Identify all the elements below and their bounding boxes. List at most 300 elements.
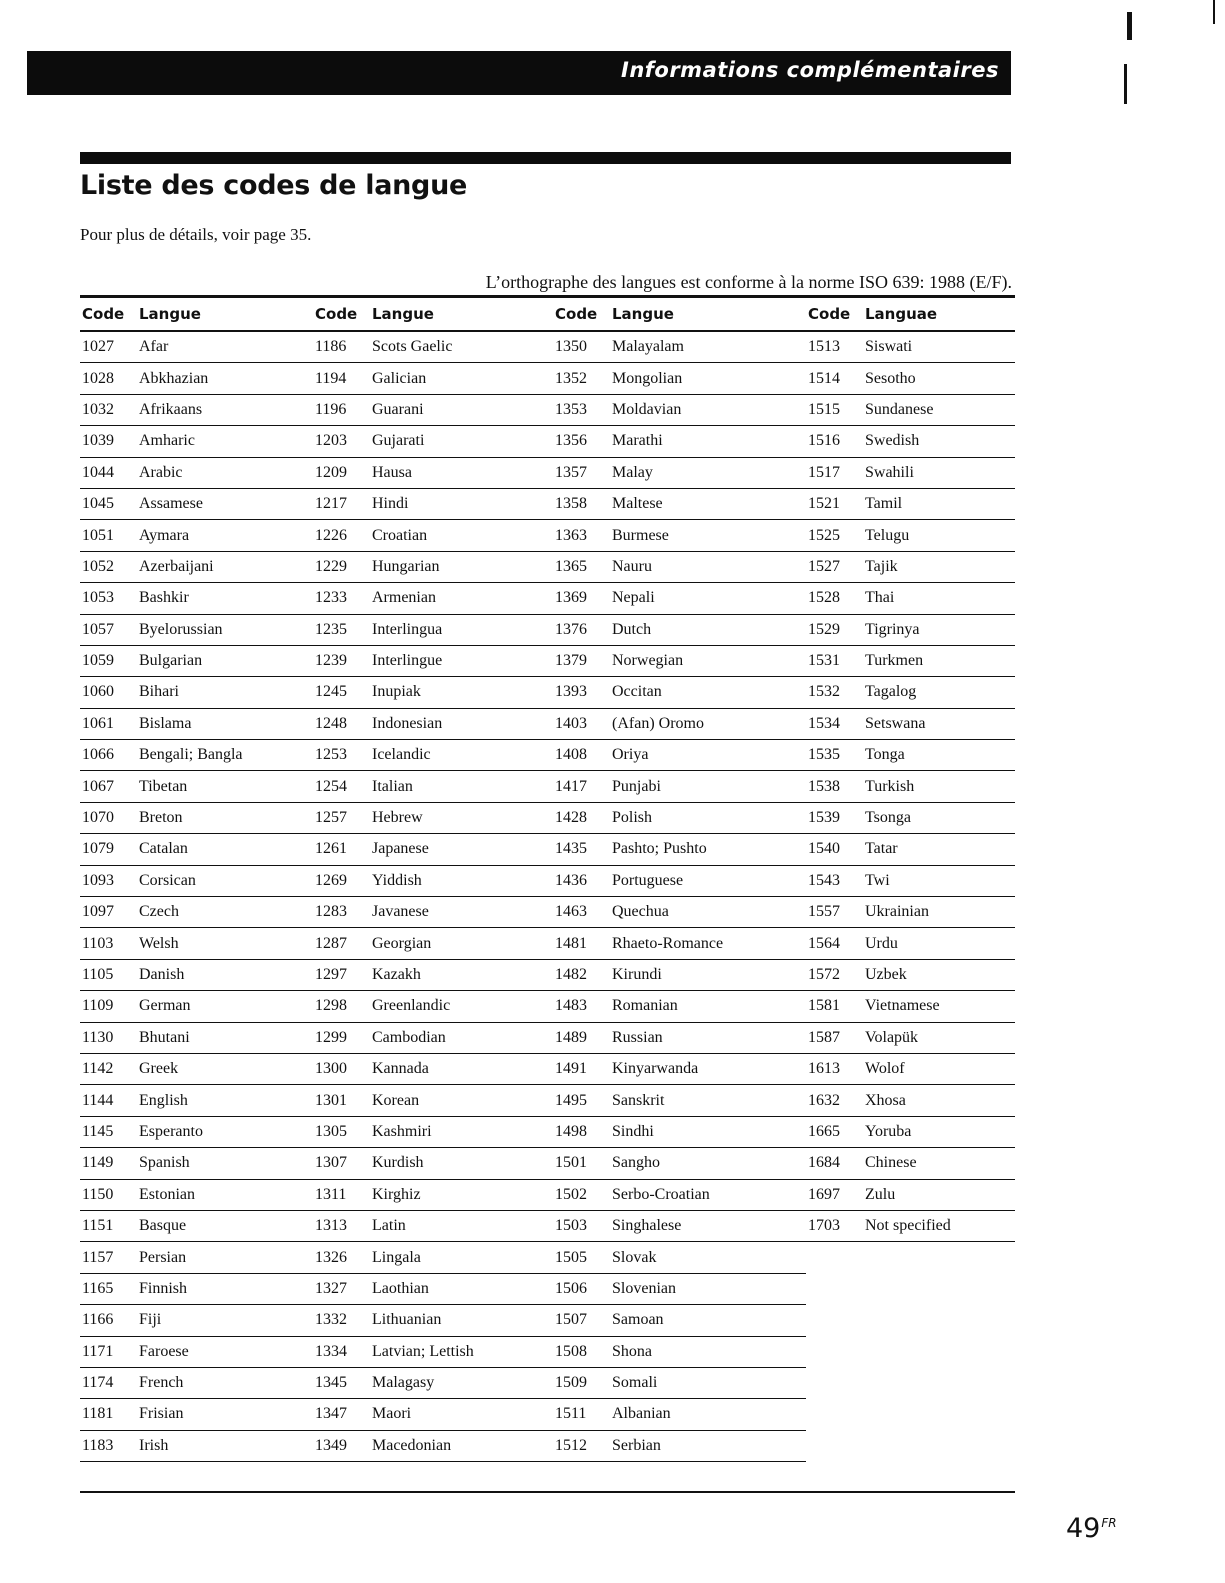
- language-code: 1254: [315, 777, 347, 795]
- table-row: [80, 1148, 313, 1179]
- table-row: [313, 1431, 553, 1462]
- language-code: 1352: [555, 369, 587, 387]
- language-code: 1045: [82, 495, 114, 513]
- table-row: [313, 615, 553, 646]
- page-number-suffix: FR: [1101, 1516, 1117, 1530]
- language-code: 1183: [82, 1436, 114, 1454]
- language-code: 1301: [315, 1091, 347, 1109]
- scan-mark: [1124, 64, 1127, 104]
- language-code: 1257: [315, 809, 347, 827]
- language-name: Bhutani: [139, 1028, 190, 1046]
- language-code: 1529: [808, 620, 840, 638]
- language-table-column: [80, 298, 313, 1462]
- table-row: [313, 458, 553, 489]
- table-row: [806, 1085, 1015, 1116]
- table-row: [80, 1211, 313, 1242]
- table-row: [313, 426, 553, 457]
- code-header: Code: [808, 305, 851, 323]
- language-code: 1516: [808, 432, 840, 450]
- language-code: 1376: [555, 620, 587, 638]
- table-row: [80, 677, 313, 708]
- language-name: Corsican: [139, 871, 196, 889]
- language-code: 1039: [82, 432, 114, 450]
- column-header: [80, 298, 313, 332]
- language-code: 1483: [555, 997, 587, 1015]
- table-row: [806, 1211, 1015, 1242]
- language-name: Kannada: [372, 1060, 429, 1078]
- language-name: Tamil: [865, 495, 903, 513]
- language-name: Bislama: [139, 714, 192, 732]
- table-row: [553, 960, 806, 991]
- language-code: 1436: [555, 871, 587, 889]
- language-code: 1245: [315, 683, 347, 701]
- language-name: Kirundi: [612, 966, 662, 983]
- language-name: Dutch: [612, 620, 652, 638]
- table-row: [313, 552, 553, 583]
- table-row: [553, 520, 806, 551]
- language-name: Gujarati: [372, 432, 425, 450]
- language-name: (Afan) Oromo: [612, 714, 704, 732]
- language-name: Setswana: [865, 714, 926, 732]
- language-code: 1417: [555, 777, 587, 795]
- table-row: [313, 583, 553, 614]
- language-code: 1528: [808, 589, 840, 607]
- table-row: [806, 1117, 1015, 1148]
- language-name: Nepali: [612, 589, 655, 607]
- language-code: 1503: [555, 1217, 587, 1235]
- language-code: 1239: [315, 652, 347, 670]
- language-code: 1283: [315, 903, 347, 921]
- language-code: 1066: [82, 746, 114, 764]
- language-name: Norwegian: [612, 652, 684, 670]
- language-name: Kinyarwanda: [612, 1060, 699, 1078]
- language-name: Sundanese: [865, 400, 934, 418]
- language-name: Lithuanian: [372, 1311, 442, 1329]
- language-code: 1097: [82, 903, 114, 921]
- language-name: Sanskrit: [612, 1091, 665, 1109]
- language-code: 1363: [555, 526, 587, 544]
- language-code: 1347: [315, 1405, 347, 1423]
- language-name: Esperanto: [139, 1122, 203, 1140]
- language-name: Nauru: [612, 557, 652, 575]
- language-code: 1181: [82, 1405, 114, 1423]
- language-name: Bulgarian: [139, 652, 203, 670]
- table-bottom-rule: [80, 1491, 1015, 1493]
- language-name: Xhosa: [865, 1091, 906, 1109]
- language-code: 1393: [555, 683, 587, 701]
- table-row: [806, 583, 1015, 614]
- language-code: 1502: [555, 1185, 587, 1203]
- language-code: 1557: [808, 903, 840, 921]
- language-name: Aymara: [139, 526, 190, 544]
- language-name: Hungarian: [372, 557, 440, 575]
- table-row: [80, 646, 313, 677]
- language-name: Hindi: [372, 495, 409, 513]
- section-header-label: Informations complémentaires: [621, 58, 999, 82]
- table-row: [313, 489, 553, 520]
- language-name: French: [139, 1374, 184, 1392]
- language-code: 1532: [808, 683, 840, 701]
- language-name: Tatar: [865, 840, 898, 858]
- table-row: [80, 834, 313, 865]
- language-name: Afrikaans: [139, 400, 203, 418]
- language-header: Langue: [139, 305, 201, 323]
- table-row: [806, 991, 1015, 1022]
- table-row: [313, 646, 553, 677]
- language-name: Greek: [139, 1060, 179, 1078]
- column-header: [313, 298, 553, 332]
- table-row: [553, 740, 806, 771]
- language-code: 1130: [82, 1028, 114, 1046]
- language-name: Afar: [139, 338, 169, 356]
- table-row: [313, 1117, 553, 1148]
- table-row: [553, 1117, 806, 1148]
- table-row: [806, 646, 1015, 677]
- language-name: Abkhazian: [139, 369, 209, 387]
- language-name: Hebrew: [372, 809, 423, 827]
- language-code: 1209: [315, 463, 347, 481]
- table-row: [313, 991, 553, 1022]
- table-row: [80, 991, 313, 1022]
- table-row: [80, 1085, 313, 1116]
- language-name: Vietnamese: [865, 997, 940, 1015]
- language-code: 1174: [82, 1374, 114, 1392]
- table-row: [806, 740, 1015, 771]
- language-name: Byelorussian: [139, 620, 223, 638]
- language-code: 1534: [808, 714, 840, 732]
- language-name: Quechua: [612, 903, 669, 921]
- table-row: [80, 1023, 313, 1054]
- language-name: Croatian: [372, 526, 428, 544]
- table-row: [80, 1274, 313, 1305]
- language-name: Yiddish: [372, 871, 422, 889]
- language-code: 1481: [555, 934, 587, 952]
- language-name: Greenlandic: [372, 997, 451, 1015]
- table-row: [806, 1148, 1015, 1179]
- table-row: [313, 1305, 553, 1336]
- language-name: Tagalog: [865, 683, 917, 701]
- table-row: [806, 615, 1015, 646]
- language-code: 1149: [82, 1154, 114, 1172]
- table-row: [553, 426, 806, 457]
- language-header: Langue: [612, 305, 674, 323]
- language-name: German: [139, 997, 191, 1015]
- language-code: 1498: [555, 1122, 587, 1140]
- iso-note: L’orthographe des langues est conforme à la norme ISO 639: 1988 (E/F).: [485, 272, 1012, 292]
- language-code: 1349: [315, 1436, 347, 1454]
- language-code: 1356: [555, 432, 587, 450]
- language-code: 1505: [555, 1248, 587, 1266]
- language-code: 1145: [82, 1122, 114, 1140]
- language-code: 1703: [808, 1217, 840, 1235]
- language-name: Interlingua: [372, 620, 443, 638]
- language-code: 1535: [808, 746, 840, 764]
- language-code: 1665: [808, 1122, 840, 1140]
- table-row: [80, 520, 313, 551]
- language-code: 1353: [555, 400, 587, 418]
- language-code: 1572: [808, 966, 840, 983]
- language-name: Chinese: [865, 1154, 917, 1172]
- language-name: Latin: [372, 1217, 406, 1235]
- table-row: [313, 740, 553, 771]
- language-code: 1253: [315, 746, 347, 764]
- table-row: [806, 363, 1015, 394]
- table-row: [80, 552, 313, 583]
- language-code: 1196: [315, 400, 347, 418]
- table-row: [553, 583, 806, 614]
- table-row: [313, 1274, 553, 1305]
- table-row: [80, 615, 313, 646]
- table-row: [553, 1399, 806, 1430]
- language-name: Scots Gaelic: [372, 338, 453, 356]
- language-name: Slovenian: [612, 1279, 676, 1297]
- language-code: 1613: [808, 1060, 840, 1078]
- language-name: Turkish: [865, 777, 915, 795]
- table-row: [80, 583, 313, 614]
- language-code: 1515: [808, 400, 840, 418]
- table-row: [806, 458, 1015, 489]
- language-name: Sesotho: [865, 369, 916, 387]
- table-row: [806, 1180, 1015, 1211]
- language-code: 1379: [555, 652, 587, 670]
- language-code: 1297: [315, 966, 347, 983]
- language-name: Turkmen: [865, 652, 924, 670]
- table-row: [806, 866, 1015, 897]
- language-name: Moldavian: [612, 400, 682, 418]
- language-code: 1531: [808, 652, 840, 670]
- language-name: Zulu: [865, 1185, 896, 1203]
- language-code: 1248: [315, 714, 347, 732]
- language-name: Frisian: [139, 1405, 184, 1423]
- code-header: Code: [315, 305, 358, 323]
- language-code: 1327: [315, 1279, 347, 1297]
- scan-mark: [1213, 0, 1215, 24]
- table-row: [80, 1180, 313, 1211]
- language-name: Marathi: [612, 432, 663, 450]
- table-row: [80, 1399, 313, 1430]
- language-code: 1511: [555, 1405, 587, 1423]
- table-row: [553, 677, 806, 708]
- table-row: [313, 1368, 553, 1399]
- table-row: [313, 677, 553, 708]
- table-row: [80, 1305, 313, 1336]
- language-code: 1313: [315, 1217, 347, 1235]
- table-row: [553, 458, 806, 489]
- table-row: [553, 363, 806, 394]
- language-name: Bashkir: [139, 589, 189, 607]
- table-row: [553, 1148, 806, 1179]
- table-row: [80, 771, 313, 802]
- language-name: Burmese: [612, 526, 669, 544]
- table-row: [553, 771, 806, 802]
- language-code: 1233: [315, 589, 347, 607]
- language-name: Shona: [612, 1342, 652, 1360]
- language-code: 1684: [808, 1154, 840, 1172]
- language-name: Telugu: [865, 526, 910, 544]
- language-name: Danish: [139, 966, 185, 983]
- language-name: Tibetan: [139, 777, 188, 795]
- language-name: Guarani: [372, 400, 424, 418]
- language-name: Mongolian: [612, 369, 683, 387]
- language-name: Cambodian: [372, 1028, 446, 1046]
- language-code: 1142: [82, 1060, 114, 1078]
- table-row: [553, 709, 806, 740]
- table-row: [553, 1085, 806, 1116]
- table-row: [806, 520, 1015, 551]
- language-code: 1298: [315, 997, 347, 1015]
- table-row: [313, 1337, 553, 1368]
- language-code: 1226: [315, 526, 347, 544]
- language-name: Volapük: [865, 1028, 919, 1046]
- language-name: Japanese: [372, 840, 429, 858]
- table-row: [313, 395, 553, 426]
- table-row: [313, 520, 553, 551]
- language-name: Not specified: [865, 1217, 951, 1235]
- table-row: [80, 928, 313, 959]
- language-code: 1506: [555, 1279, 587, 1297]
- language-name: Serbian: [612, 1436, 661, 1454]
- table-row: [553, 991, 806, 1022]
- table-row: [80, 458, 313, 489]
- language-name: Romanian: [612, 997, 678, 1015]
- language-name: Yoruba: [865, 1122, 912, 1140]
- language-name: Thai: [865, 589, 895, 607]
- language-code: 1109: [82, 997, 114, 1015]
- table-row: [80, 1117, 313, 1148]
- language-code: 1326: [315, 1248, 347, 1266]
- language-name: Estonian: [139, 1185, 195, 1203]
- table-row: [313, 1242, 553, 1273]
- language-name: Slovak: [612, 1248, 657, 1266]
- language-name: Swedish: [865, 432, 920, 450]
- language-code: 1369: [555, 589, 587, 607]
- language-code: 1044: [82, 463, 114, 481]
- language-code: 1053: [82, 589, 114, 607]
- language-code: 1171: [82, 1342, 114, 1360]
- language-name: Russian: [612, 1028, 663, 1046]
- language-code: 1028: [82, 369, 114, 387]
- column-header: [806, 298, 1015, 332]
- table-row: [806, 803, 1015, 834]
- language-name: Twi: [865, 871, 890, 889]
- section-rule: [80, 152, 1011, 164]
- table-row: [553, 489, 806, 520]
- language-name: Fiji: [139, 1311, 162, 1329]
- language-name: Siswati: [865, 338, 913, 356]
- code-header: Code: [82, 305, 125, 323]
- language-code: 1358: [555, 495, 587, 513]
- table-row: [80, 489, 313, 520]
- language-code: 1514: [808, 369, 840, 387]
- language-code: 1166: [82, 1311, 114, 1329]
- language-code: 1435: [555, 840, 587, 858]
- table-row: [313, 866, 553, 897]
- language-code: 1165: [82, 1279, 114, 1297]
- language-name: Maltese: [612, 495, 663, 513]
- language-name: Amharic: [139, 432, 195, 450]
- language-name: Somali: [612, 1374, 658, 1392]
- language-name: Oriya: [612, 746, 649, 764]
- table-row: [313, 363, 553, 394]
- table-row: [806, 1023, 1015, 1054]
- table-row: [553, 1242, 806, 1273]
- table-row: [553, 834, 806, 865]
- language-code: 1517: [808, 463, 840, 481]
- table-row: [80, 1337, 313, 1368]
- language-name: Arabic: [139, 463, 183, 481]
- language-code: 1150: [82, 1185, 114, 1203]
- language-code: 1103: [82, 934, 114, 952]
- language-name: Irish: [139, 1436, 169, 1454]
- table-row: [313, 834, 553, 865]
- table-row: [553, 1305, 806, 1336]
- language-code: 1059: [82, 652, 114, 670]
- language-code: 1525: [808, 526, 840, 544]
- language-code: 1508: [555, 1342, 587, 1360]
- language-code: 1581: [808, 997, 840, 1015]
- language-name: Polish: [612, 809, 653, 827]
- language-code: 1527: [808, 557, 840, 575]
- language-name: Singhalese: [612, 1217, 682, 1235]
- language-code: 1151: [82, 1217, 114, 1235]
- language-code: 1194: [315, 369, 347, 387]
- language-code: 1345: [315, 1374, 347, 1392]
- table-row: [80, 1054, 313, 1085]
- language-name: Kazakh: [372, 966, 421, 983]
- table-row: [313, 928, 553, 959]
- language-name: Maori: [372, 1405, 412, 1423]
- table-row: [553, 552, 806, 583]
- language-name: Urdu: [865, 934, 898, 952]
- table-row: [806, 834, 1015, 865]
- language-name: English: [139, 1091, 188, 1109]
- table-row: [80, 803, 313, 834]
- language-code: 1489: [555, 1028, 587, 1046]
- table-row: [553, 1211, 806, 1242]
- language-code: 1482: [555, 966, 587, 983]
- language-code: 1564: [808, 934, 840, 952]
- table-row: [806, 1054, 1015, 1085]
- table-row: [806, 489, 1015, 520]
- table-row: [313, 960, 553, 991]
- language-code: 1186: [315, 338, 347, 356]
- page-title: Liste des codes de langue: [80, 170, 468, 201]
- language-code: 1287: [315, 934, 347, 952]
- language-code: 1070: [82, 809, 114, 827]
- table-row: [313, 1023, 553, 1054]
- language-name: Czech: [139, 903, 179, 921]
- table-row: [313, 1180, 553, 1211]
- table-row: [553, 1368, 806, 1399]
- scan-mark: [1127, 12, 1132, 40]
- language-name: Malayalam: [612, 338, 684, 356]
- language-name: Bengali; Bangla: [139, 746, 243, 764]
- table-row: [806, 771, 1015, 802]
- table-row: [80, 740, 313, 771]
- table-row: [553, 1180, 806, 1211]
- language-table-column: [553, 298, 806, 1462]
- table-row: [553, 615, 806, 646]
- table-row: [553, 1023, 806, 1054]
- table-row: [553, 1054, 806, 1085]
- language-code: 1509: [555, 1374, 587, 1392]
- language-code: 1032: [82, 400, 114, 418]
- table-row: [806, 552, 1015, 583]
- language-code: 1061: [82, 714, 114, 732]
- language-name: Azerbaijani: [139, 557, 214, 575]
- language-code: 1307: [315, 1154, 347, 1172]
- table-row: [553, 332, 806, 363]
